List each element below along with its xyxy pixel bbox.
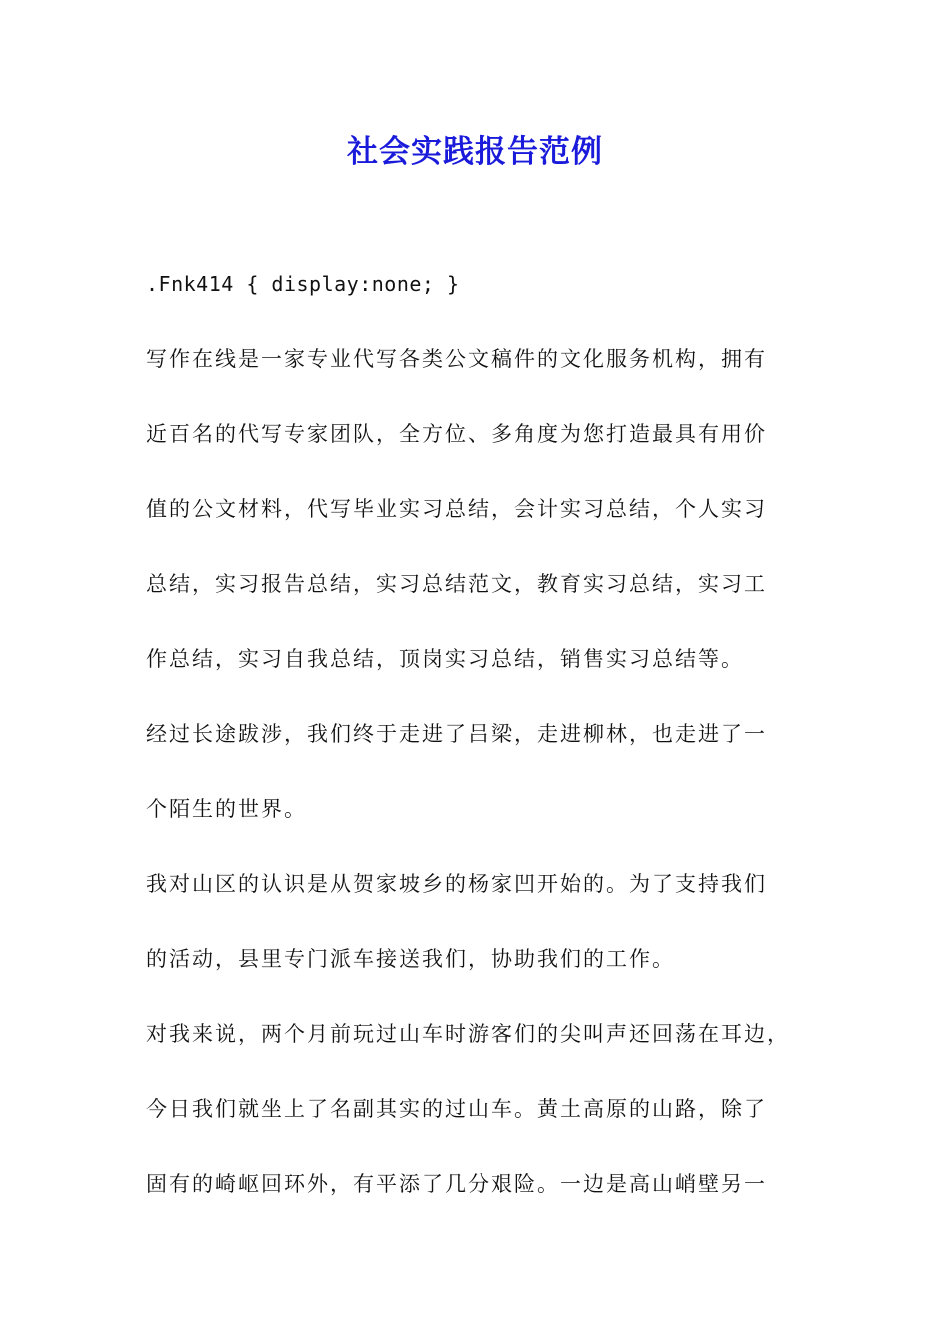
- paragraph-line: 总结，实习报告总结，实习总结范文，教育实习总结，实习工: [146, 572, 767, 596]
- paragraph-line: 经过长途跋涉，我们终于走进了吕梁，走进柳林，也走进了一: [146, 722, 767, 746]
- paragraph-line: 对我来说，两个月前玩过山车时游客们的尖叫声还回荡在耳边，: [146, 1022, 790, 1046]
- paragraph-line: 个陌生的世界。: [146, 797, 307, 821]
- paragraph-line: 作总结，实习自我总结，顶岗实习总结，销售实习总结等。: [146, 647, 744, 671]
- paragraph-line: 的活动，县里专门派车接送我们，协助我们的工作。: [146, 947, 675, 971]
- css-code-line: .Fnk414 { display:none; }: [146, 272, 460, 296]
- paragraph-line: 固有的崎岖回环外，有平添了几分艰险。一边是高山峭壁另一: [146, 1172, 767, 1196]
- paragraph-line: 值的公文材料，代写毕业实习总结，会计实习总结，个人实习: [146, 497, 767, 521]
- paragraph-line: 写作在线是一家专业代写各类公文稿件的文化服务机构，拥有: [146, 347, 767, 371]
- paragraph-line: 今日我们就坐上了名副其实的过山车。黄土高原的山路，除了: [146, 1097, 767, 1121]
- document-title: 社会实践报告范例: [347, 134, 603, 170]
- paragraph-line: 近百名的代写专家团队，全方位、多角度为您打造最具有用价: [146, 422, 767, 446]
- paragraph-line: 我对山区的认识是从贺家坡乡的杨家凹开始的。为了支持我们: [146, 872, 767, 896]
